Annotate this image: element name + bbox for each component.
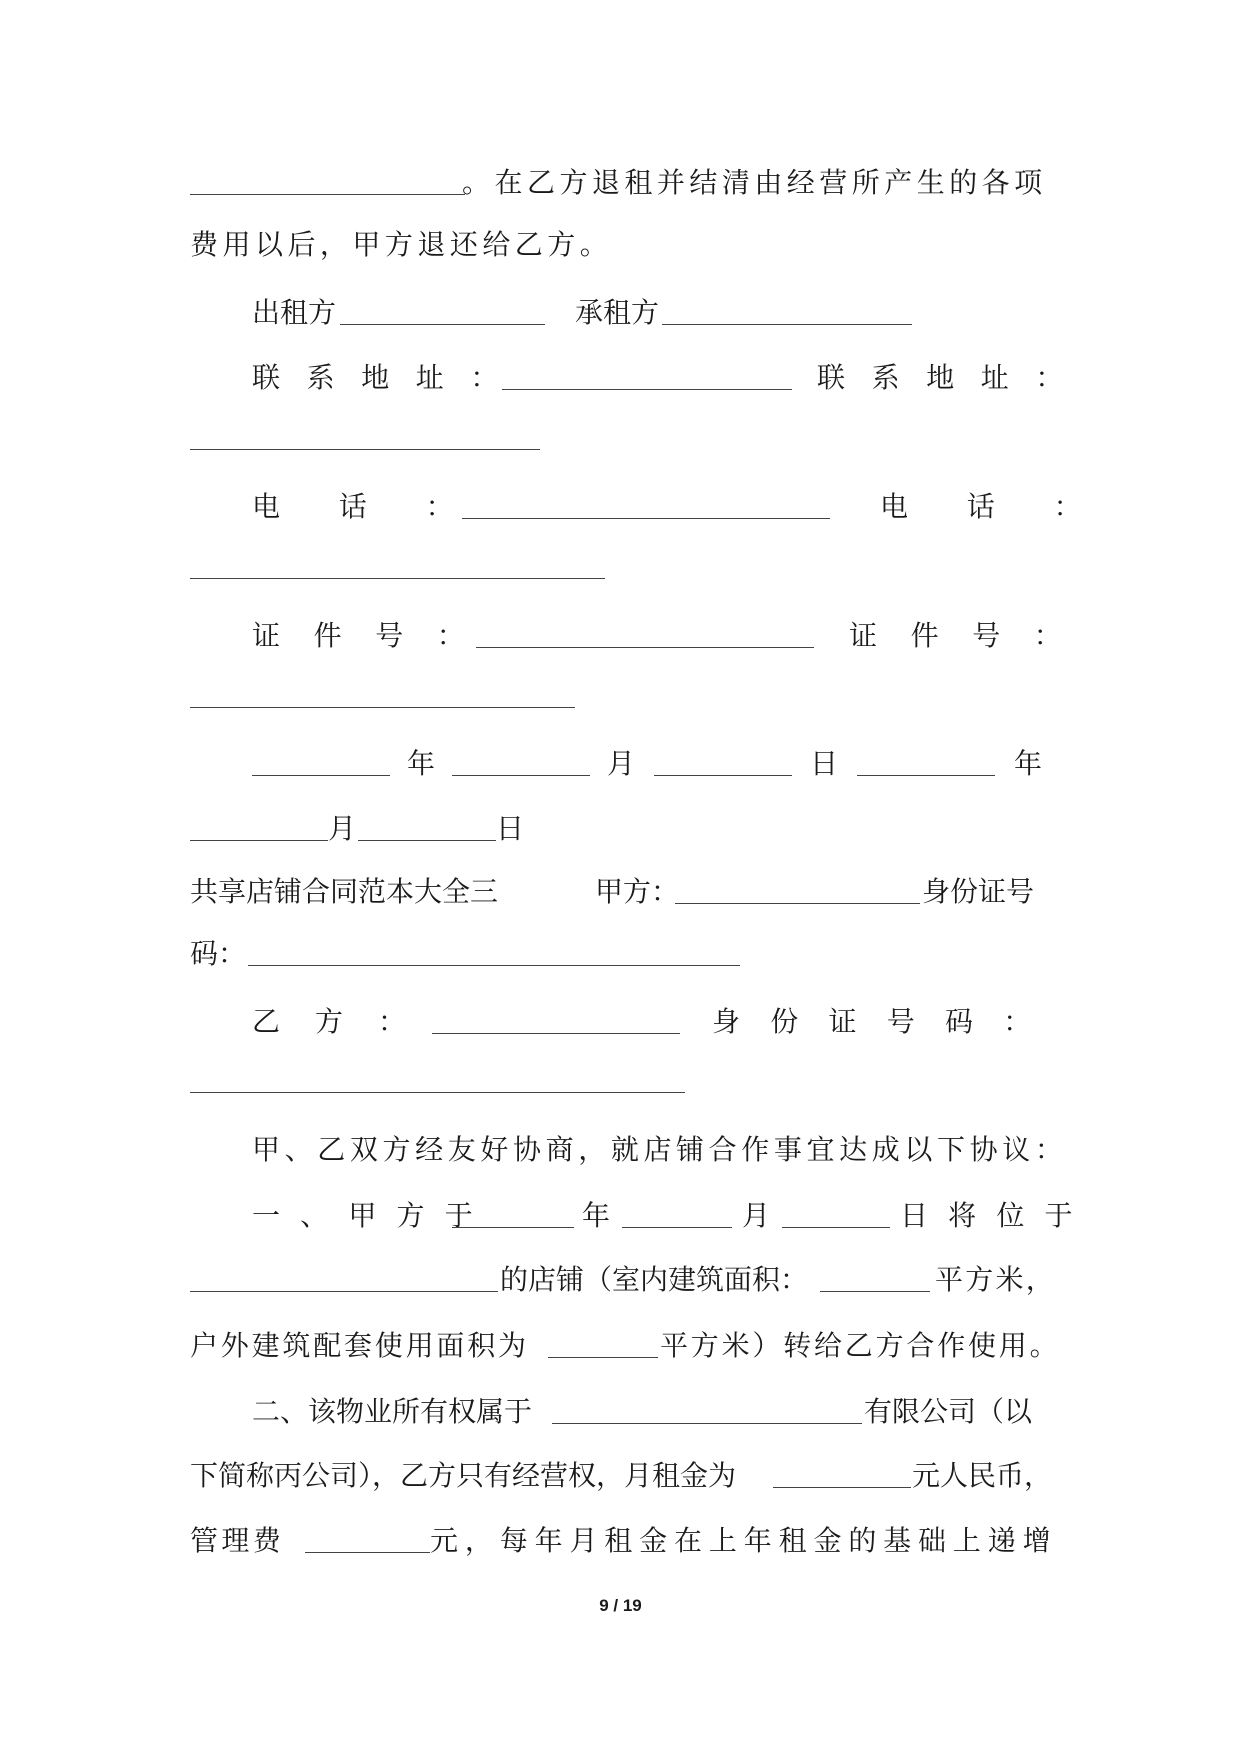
year-label-2: 年 — [1014, 747, 1043, 780]
id-label-2: 证件号： — [849, 619, 1096, 652]
id-blank-2 — [190, 707, 575, 708]
party-b-line — [252, 1002, 1062, 1042]
day-blank — [654, 775, 792, 776]
date-line — [252, 744, 1050, 784]
party-b-blank — [432, 1033, 680, 1034]
party-b-label: 乙方： — [252, 1005, 442, 1038]
clause-1-line-3 — [190, 1326, 1061, 1366]
phone-label-2: 电话： — [880, 490, 1141, 523]
text-line — [190, 225, 1050, 265]
blank-field — [190, 194, 465, 195]
month-blank-2 — [190, 840, 328, 841]
c1-indoor-blank — [820, 1291, 930, 1292]
lessor-blank — [340, 324, 545, 325]
c2-company: 有限公司（以 — [864, 1395, 1033, 1428]
phone-line — [252, 487, 1141, 527]
page-number: 9 / 19 — [599, 1596, 642, 1615]
year-label: 年 — [407, 747, 436, 780]
lessor-label: 出租方 — [252, 296, 337, 329]
day-blank-2 — [358, 840, 496, 841]
text-line — [190, 676, 1050, 716]
c1-year-blank — [452, 1227, 574, 1228]
text: 。在乙方退租并结清由经营所产生的各项 — [462, 166, 1047, 199]
clause-1-tail: 日将位于 — [900, 1199, 1093, 1232]
intro-text: 甲、乙双方经友好协商，就店铺合作事宜达成以下协议： — [252, 1133, 1068, 1166]
c2-l3-head: 管理费 — [190, 1524, 285, 1557]
c2-owner-blank — [552, 1423, 862, 1424]
c1-day-blank — [782, 1227, 890, 1228]
party-a-blank — [675, 903, 920, 904]
c1-outdoor: 户外建筑配套使用面积为 — [190, 1329, 529, 1362]
id-number-line — [190, 934, 1050, 974]
month-label-2: 月 — [328, 812, 357, 845]
day-label: 日 — [810, 747, 839, 780]
day-label-2: 日 — [496, 812, 525, 845]
c1-location-blank — [190, 1291, 498, 1292]
party-b-id-label: 身份证号码： — [712, 1005, 1062, 1038]
text-line — [190, 1061, 1050, 1101]
c1-month: 月 — [742, 1199, 771, 1232]
party-a-label: 甲方： — [595, 875, 680, 908]
text: 费用以后，甲方退还给乙方。 — [190, 228, 613, 261]
c2-l2-head: 下简称丙公司），乙方只有经营权，月租金为 — [190, 1459, 737, 1492]
lessee-blank — [662, 324, 912, 325]
c2-rmb: 元人民币， — [912, 1459, 1053, 1492]
text-line — [190, 547, 1050, 587]
text-line — [190, 418, 1050, 458]
address-label-2: 联系地址： — [817, 361, 1091, 394]
year-blank-2 — [857, 775, 995, 776]
date-line-2 — [190, 809, 1050, 849]
clause-1-head: 一、甲方于 — [252, 1199, 493, 1232]
clause-1-line — [252, 1196, 1093, 1236]
clause-2-head: 二、该物业所有权属于 — [252, 1395, 533, 1428]
id-number-tail: 码： — [190, 937, 247, 970]
c1-shop: 的店铺（室内建筑面积： — [500, 1263, 809, 1296]
id-line — [252, 616, 1096, 656]
party-b-id-blank — [190, 1092, 685, 1093]
c1-outdoor-tail: 平方米）转给乙方合作使用。 — [660, 1329, 1061, 1362]
phone-blank — [462, 518, 830, 519]
address-blank-2 — [190, 449, 540, 450]
c1-year: 年 — [582, 1199, 611, 1232]
phone-label: 电话： — [252, 490, 513, 523]
c1-outdoor-blank — [548, 1357, 658, 1358]
c2-l3-tail: 元，每年月租金在上年租金的基础上递增 — [430, 1524, 1058, 1557]
year-blank — [252, 775, 390, 776]
id-number-label: 身份证号 — [922, 875, 1035, 908]
phone-blank-2 — [190, 578, 605, 579]
party-a-line — [190, 872, 1050, 912]
c2-fee-blank — [305, 1552, 430, 1553]
id-label: 证件号： — [252, 619, 499, 652]
clause-1-line-2 — [190, 1260, 1056, 1300]
contract-title: 共享店铺合同范本大全三 — [190, 875, 499, 908]
signature-line — [252, 293, 1050, 333]
party-a-id-blank — [248, 965, 740, 966]
address-label: 联系地址： — [252, 361, 526, 394]
address-line — [252, 358, 1091, 398]
clause-2-line-2 — [190, 1456, 1053, 1496]
month-label: 月 — [607, 747, 636, 780]
text-line — [190, 163, 1050, 203]
c1-sqm: 平方米， — [935, 1263, 1056, 1296]
clause-2-line-3 — [190, 1521, 1058, 1561]
c2-rent-blank — [773, 1487, 911, 1488]
intro-line — [252, 1130, 1068, 1170]
clause-2-line — [252, 1392, 1050, 1432]
lessee-label: 承租方 — [575, 296, 660, 329]
c1-month-blank — [622, 1227, 732, 1228]
id-blank — [476, 647, 814, 648]
month-blank — [452, 775, 590, 776]
address-blank — [502, 389, 792, 390]
